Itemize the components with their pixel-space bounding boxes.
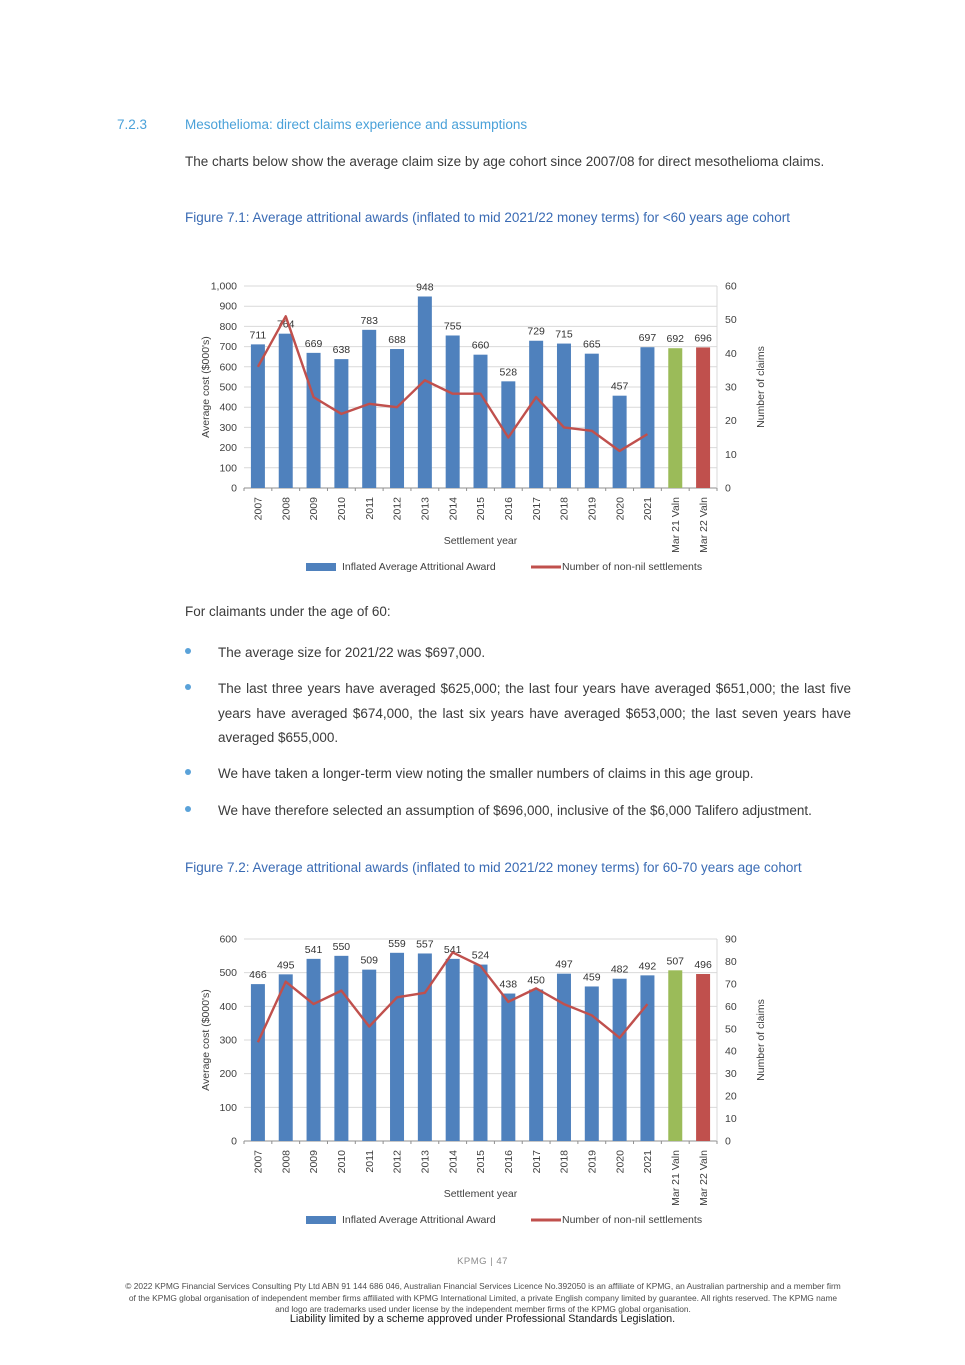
svg-text:2009: 2009 xyxy=(308,1150,321,1174)
bullet-item xyxy=(185,641,851,666)
svg-text:2008: 2008 xyxy=(280,1150,293,1174)
bullet-icon xyxy=(185,769,191,775)
svg-text:2016: 2016 xyxy=(502,497,515,521)
bar-2015 xyxy=(474,965,488,1141)
bar-2011 xyxy=(362,330,376,488)
svg-text:50: 50 xyxy=(725,1023,737,1036)
legend-line-label: Number of non-nil settlements xyxy=(562,1214,703,1226)
legend-bar-label: Inflated Average Attritional Award xyxy=(342,561,496,573)
svg-text:70: 70 xyxy=(725,978,737,991)
svg-text:500: 500 xyxy=(219,381,237,394)
svg-text:466: 466 xyxy=(249,969,267,982)
bullet-item xyxy=(185,762,851,787)
svg-text:492: 492 xyxy=(638,960,657,973)
svg-text:550: 550 xyxy=(332,940,351,953)
svg-text:459: 459 xyxy=(583,971,601,984)
svg-text:638: 638 xyxy=(332,344,351,357)
svg-text:2010: 2010 xyxy=(336,1150,349,1174)
svg-text:400: 400 xyxy=(219,1000,237,1013)
svg-text:Mar 21 Valn: Mar 21 Valn xyxy=(669,497,682,553)
bar-2021 xyxy=(640,975,654,1141)
svg-text:300: 300 xyxy=(219,421,237,434)
svg-text:2011: 2011 xyxy=(363,1150,376,1173)
svg-text:692: 692 xyxy=(666,333,685,346)
bullet-text: The last three years have averaged $625,000; the last four years have averaged $651,000; the last five years have averaged $674,000, the last six years have averaged $653,000; the last seven years have averaged $655,000. xyxy=(218,681,851,745)
svg-text:2018: 2018 xyxy=(558,497,571,521)
intro-paragraph: The charts below show the average claim size by age cohort since 2007/08 for direct mesothelioma claims. xyxy=(185,154,825,169)
svg-text:40: 40 xyxy=(725,1045,737,1058)
svg-text:764: 764 xyxy=(276,318,295,331)
bar-2020 xyxy=(613,979,627,1141)
left-axis-title: Average cost ($000's) xyxy=(200,336,212,438)
svg-text:438: 438 xyxy=(499,978,518,991)
svg-text:10: 10 xyxy=(725,448,737,461)
bar-2011 xyxy=(362,970,376,1141)
svg-text:2015: 2015 xyxy=(475,1150,488,1174)
svg-text:495: 495 xyxy=(276,959,295,972)
svg-text:669: 669 xyxy=(304,337,323,350)
svg-text:524: 524 xyxy=(471,949,490,962)
bar-2018 xyxy=(557,344,571,488)
bar-2013 xyxy=(418,953,432,1141)
bar-2012 xyxy=(390,953,404,1141)
svg-text:711: 711 xyxy=(249,329,267,342)
svg-text:0: 0 xyxy=(725,1135,731,1148)
svg-text:696: 696 xyxy=(694,332,712,345)
bar-2016 xyxy=(501,994,515,1141)
svg-text:2020: 2020 xyxy=(614,1150,627,1174)
bar-2010 xyxy=(334,359,348,488)
bars xyxy=(251,953,710,1141)
figure-7-1-svg xyxy=(196,264,776,596)
bar-2008 xyxy=(279,334,293,488)
bar-2009 xyxy=(307,959,321,1141)
svg-text:2018: 2018 xyxy=(558,1150,571,1174)
bullet-text: We have taken a longer-term view noting the smaller numbers of claims in this age group. xyxy=(218,766,754,781)
bar-2008 xyxy=(279,974,293,1141)
x-axis-title: Settlement year xyxy=(443,535,518,547)
svg-text:2009: 2009 xyxy=(308,497,321,521)
svg-text:50: 50 xyxy=(725,314,737,327)
legend-bar-label: Inflated Average Attritional Award xyxy=(342,1214,496,1226)
legend-bar-swatch xyxy=(306,1216,336,1224)
svg-text:450: 450 xyxy=(527,974,545,987)
left-axis-title: Average cost ($000's) xyxy=(200,989,212,1091)
bar-2019 xyxy=(585,986,599,1141)
svg-text:2011: 2011 xyxy=(363,497,376,520)
svg-text:688: 688 xyxy=(388,334,406,347)
svg-text:2017: 2017 xyxy=(530,497,543,521)
figure-7-2-svg xyxy=(196,917,776,1249)
svg-text:100: 100 xyxy=(219,1101,237,1114)
svg-text:600: 600 xyxy=(219,361,237,374)
svg-text:2007: 2007 xyxy=(252,1150,265,1174)
bar-2014 xyxy=(446,335,460,488)
svg-text:783: 783 xyxy=(360,314,378,327)
bar-2009 xyxy=(307,353,321,488)
bar-2007 xyxy=(251,984,265,1141)
svg-text:0: 0 xyxy=(231,1135,237,1148)
svg-text:0: 0 xyxy=(725,482,731,495)
bar-2013 xyxy=(418,297,432,488)
x-axis-title: Settlement year xyxy=(443,1188,518,1200)
svg-text:507: 507 xyxy=(666,955,685,968)
svg-text:60: 60 xyxy=(725,280,737,293)
svg-text:0: 0 xyxy=(231,482,237,495)
section-title: Mesothelioma: direct claims experience and assumptions xyxy=(185,117,528,132)
svg-text:2014: 2014 xyxy=(447,1150,460,1174)
figure1-caption: Figure 7.1: Average attritional awards (inflated to mid 2021/22 money terms) for <60 years age cohort xyxy=(185,210,790,225)
svg-text:Mar 22 Valn: Mar 22 Valn xyxy=(697,497,710,553)
bullet-item xyxy=(185,799,851,824)
bar-2018 xyxy=(557,974,571,1141)
bar-Mar 22 Valn xyxy=(696,347,710,488)
svg-text:509: 509 xyxy=(360,954,378,967)
svg-text:665: 665 xyxy=(583,338,601,351)
svg-text:300: 300 xyxy=(219,1034,237,1047)
section-number: 7.2.3 xyxy=(117,117,148,132)
figure1-chart xyxy=(196,264,776,596)
svg-text:20: 20 xyxy=(725,415,737,428)
svg-text:30: 30 xyxy=(725,1068,737,1081)
svg-text:400: 400 xyxy=(219,401,237,414)
bar-2017 xyxy=(529,990,543,1142)
svg-text:30: 30 xyxy=(725,381,737,394)
svg-text:2012: 2012 xyxy=(391,497,404,521)
svg-text:2020: 2020 xyxy=(614,497,627,521)
svg-text:2019: 2019 xyxy=(586,497,599,521)
bar-2010 xyxy=(334,956,348,1141)
svg-text:2008: 2008 xyxy=(280,497,293,521)
svg-text:200: 200 xyxy=(219,1068,237,1081)
svg-text:2012: 2012 xyxy=(391,1150,404,1174)
svg-text:697: 697 xyxy=(638,332,657,345)
svg-text:497: 497 xyxy=(555,958,573,971)
bullet-item xyxy=(185,677,851,751)
footer-liability: Liability limited by a scheme approved under Professional Standards Legislation. xyxy=(289,1313,676,1325)
svg-text:80: 80 xyxy=(725,955,737,968)
right-axis-title: Number of claims xyxy=(755,346,767,428)
svg-text:200: 200 xyxy=(219,442,237,455)
svg-text:2014: 2014 xyxy=(447,497,460,521)
svg-text:90: 90 xyxy=(725,933,737,946)
svg-text:2016: 2016 xyxy=(502,1150,515,1174)
svg-text:20: 20 xyxy=(725,1090,737,1103)
svg-text:1,000: 1,000 xyxy=(210,280,237,293)
bar-2014 xyxy=(446,959,460,1141)
bars xyxy=(251,297,710,488)
svg-text:457: 457 xyxy=(610,380,629,393)
svg-text:948: 948 xyxy=(416,281,434,294)
svg-text:800: 800 xyxy=(219,320,237,333)
svg-text:2010: 2010 xyxy=(336,497,349,521)
svg-text:755: 755 xyxy=(443,320,462,333)
svg-text:500: 500 xyxy=(219,967,237,980)
svg-text:2015: 2015 xyxy=(475,497,488,521)
svg-text:2021: 2021 xyxy=(642,1150,655,1174)
bar-2020 xyxy=(613,396,627,488)
svg-text:700: 700 xyxy=(219,341,237,354)
svg-text:2021: 2021 xyxy=(642,497,655,521)
bullet-text: The average size for 2021/22 was $697,000. xyxy=(218,645,486,660)
svg-text:2007: 2007 xyxy=(252,497,265,521)
bar-2016 xyxy=(501,381,515,488)
svg-text:541: 541 xyxy=(443,943,462,956)
chart-legend xyxy=(306,1214,702,1226)
legend-line-label: Number of non-nil settlements xyxy=(562,561,703,573)
bar-2019 xyxy=(585,354,599,488)
svg-text:528: 528 xyxy=(499,366,518,379)
figure2-caption: Figure 7.2: Average attritional awards (inflated to mid 2021/22 money terms) for 60-70 years age cohort xyxy=(185,860,802,875)
svg-text:2017: 2017 xyxy=(530,1150,543,1174)
svg-text:715: 715 xyxy=(555,328,573,341)
chart-legend xyxy=(306,561,702,573)
bar-Mar 21 Valn xyxy=(668,348,682,488)
svg-text:60: 60 xyxy=(725,1000,737,1013)
bar-2017 xyxy=(529,341,543,488)
right-axis-title: Number of claims xyxy=(755,999,767,1081)
svg-text:729: 729 xyxy=(527,325,545,338)
svg-text:100: 100 xyxy=(219,462,237,475)
svg-text:600: 600 xyxy=(219,933,237,946)
figure2-chart xyxy=(196,917,776,1249)
svg-text:496: 496 xyxy=(694,959,712,972)
bar-2021 xyxy=(640,347,654,488)
claimants-heading: For claimants under the age of 60: xyxy=(185,604,391,619)
legend-bar-swatch xyxy=(306,563,336,571)
bullet-icon xyxy=(185,806,191,812)
bar-Mar 21 Valn xyxy=(668,970,682,1141)
bullet-icon xyxy=(185,684,191,690)
bullet-text: We have therefore selected an assumption of $696,000, inclusive of the $6,000 Talifero adjustment. xyxy=(218,803,812,818)
bar-2012 xyxy=(390,349,404,488)
svg-text:900: 900 xyxy=(219,300,237,313)
bar-Mar 22 Valn xyxy=(696,974,710,1141)
svg-text:Mar 22 Valn: Mar 22 Valn xyxy=(697,1150,710,1206)
svg-text:559: 559 xyxy=(388,937,406,950)
svg-text:482: 482 xyxy=(610,963,629,976)
svg-text:10: 10 xyxy=(725,1113,737,1126)
footer-copyright: © 2022 KPMG Financial Services Consulting Pty Ltd ABN 91 144 686 046, Australian Financial Services Licence No.392050 is an affiliate of KPMG, an Australian partnership and a member firm of the KPMG global organisation of independent member firms affiliated with KPMG International Limited, a private English company limited by guarantee. All rights reserved. The KPMG name and logo are trademarks used under license by the independent member firms of the KPMG global organisation. xyxy=(125,1281,841,1314)
svg-text:2013: 2013 xyxy=(419,1150,432,1174)
svg-text:2019: 2019 xyxy=(586,1150,599,1174)
bar-2015 xyxy=(474,355,488,488)
page-number-label: KPMG | 47 xyxy=(457,1256,508,1267)
svg-text:541: 541 xyxy=(304,943,323,956)
svg-text:Mar 21 Valn: Mar 21 Valn xyxy=(669,1150,682,1206)
svg-text:2013: 2013 xyxy=(419,497,432,521)
svg-text:660: 660 xyxy=(471,339,490,352)
bullet-icon xyxy=(185,648,191,654)
svg-text:557: 557 xyxy=(416,938,434,951)
svg-text:40: 40 xyxy=(725,347,737,360)
